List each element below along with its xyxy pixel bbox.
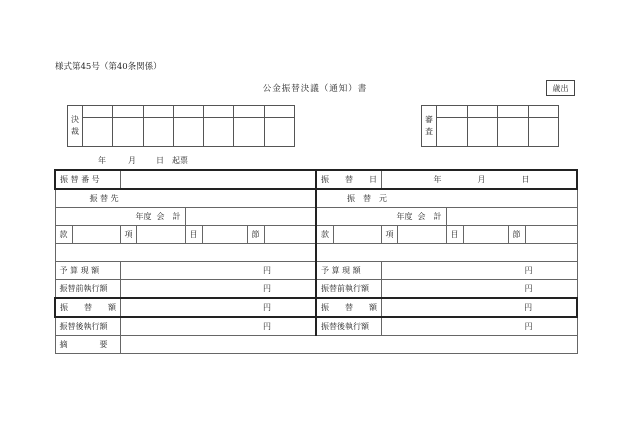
- stamp-cell[interactable]: [204, 118, 234, 147]
- stamp-cell-head[interactable]: [264, 106, 294, 118]
- stamp-cell[interactable]: [437, 118, 468, 147]
- stamp-cell-head[interactable]: [204, 106, 234, 118]
- src-moku-label: 目: [446, 226, 463, 244]
- src-account-field[interactable]: [446, 208, 577, 226]
- dest-budget-label: 予 算 現 額: [55, 262, 120, 280]
- stamp-cell[interactable]: [83, 118, 113, 147]
- stamp-cell-head[interactable]: [528, 106, 559, 118]
- stamp-cell-head[interactable]: [498, 106, 529, 118]
- src-amount-label: 振 替 額: [316, 298, 381, 317]
- stamp-cell[interactable]: [113, 118, 143, 147]
- review-stamp-grid: [421, 105, 559, 147]
- row-blank: [55, 244, 577, 262]
- row-budget-codes: [55, 226, 577, 244]
- src-after-label: 振替後執行額: [316, 317, 381, 336]
- src-kan-label: 款: [316, 226, 333, 244]
- stamp-cell-head[interactable]: [467, 106, 498, 118]
- row-before: [55, 280, 577, 299]
- remarks-label: 摘 要: [55, 336, 120, 354]
- stamp-cell[interactable]: [467, 118, 498, 147]
- transfer-table: [54, 169, 578, 354]
- src-amount-field[interactable]: 円: [381, 298, 577, 317]
- transfer-destination-heading: 振 替 先: [55, 189, 316, 208]
- dest-kan-field[interactable]: [72, 226, 120, 244]
- dest-budget-field[interactable]: 円: [120, 262, 316, 280]
- stamp-cell-head[interactable]: [234, 106, 264, 118]
- src-kan-field[interactable]: [333, 226, 381, 244]
- dest-after-field[interactable]: 円: [120, 317, 316, 336]
- form-number: 様式第45号（第40条関係）: [55, 62, 162, 72]
- dest-fiscal-year[interactable]: 年度 会 計: [55, 208, 185, 226]
- src-moku-field[interactable]: [463, 226, 508, 244]
- row-transfer-number: [55, 170, 577, 189]
- row-after: [55, 317, 577, 336]
- approval-stamp-grid: [67, 105, 295, 147]
- stamp-cell-head[interactable]: [143, 106, 173, 118]
- record-date-line: 年 月 日 起票: [98, 156, 188, 165]
- src-after-field[interactable]: 円: [381, 317, 577, 336]
- row-budget: [55, 262, 577, 280]
- stamp-cell[interactable]: [528, 118, 559, 147]
- dest-moku-field[interactable]: [202, 226, 247, 244]
- stamp-cell-head[interactable]: [83, 106, 113, 118]
- stamp-cell[interactable]: [173, 118, 203, 147]
- stamp-cell[interactable]: [264, 118, 294, 147]
- row-fiscal-year: [55, 208, 577, 226]
- row-amount: [55, 298, 577, 317]
- dest-before-field[interactable]: 円: [120, 280, 316, 299]
- src-kou-field[interactable]: [397, 226, 446, 244]
- src-setsu-field[interactable]: [525, 226, 577, 244]
- dest-blank-field[interactable]: [55, 244, 316, 262]
- src-budget-field[interactable]: 円: [381, 262, 577, 280]
- dest-setsu-field[interactable]: [264, 226, 316, 244]
- transfer-number-field[interactable]: [120, 170, 316, 189]
- dest-amount-field[interactable]: 円: [120, 298, 316, 317]
- transfer-date-label: 振 替 日: [316, 170, 381, 189]
- transfer-date-field[interactable]: 年 月 日: [381, 170, 577, 189]
- category-badge: 歳出: [546, 80, 575, 96]
- stamp-cell-head[interactable]: [437, 106, 468, 118]
- src-before-label: 振替前執行額: [316, 280, 381, 299]
- remarks-field[interactable]: [120, 336, 577, 354]
- src-fiscal-year[interactable]: 年度 会 計: [316, 208, 446, 226]
- src-setsu-label: 節: [508, 226, 525, 244]
- transfer-number-label: 振 替 番 号: [55, 170, 120, 189]
- stamp-cell-head[interactable]: [173, 106, 203, 118]
- dest-kou-field[interactable]: [136, 226, 185, 244]
- dest-account-field[interactable]: [185, 208, 316, 226]
- dest-after-label: 振替後執行額: [55, 317, 120, 336]
- stamp-cell-head[interactable]: [113, 106, 143, 118]
- src-before-field[interactable]: 円: [381, 280, 577, 299]
- dest-setsu-label: 節: [247, 226, 264, 244]
- stamp-cell[interactable]: [498, 118, 529, 147]
- src-budget-label: 予 算 現 額: [316, 262, 381, 280]
- stamp-cell[interactable]: [143, 118, 173, 147]
- dest-before-label: 振替前執行額: [55, 280, 120, 299]
- dest-kan-label: 款: [55, 226, 72, 244]
- approval-label: 決 裁: [68, 106, 83, 147]
- dest-amount-label: 振 替 額: [55, 298, 120, 317]
- transfer-source-heading: 振 替 元: [316, 189, 577, 208]
- dest-kou-label: 項: [120, 226, 136, 244]
- row-dest-src: [55, 189, 577, 208]
- src-kou-label: 項: [381, 226, 397, 244]
- src-blank-field[interactable]: [316, 244, 577, 262]
- stamp-cell[interactable]: [234, 118, 264, 147]
- row-remarks: [55, 336, 577, 354]
- dest-moku-label: 目: [185, 226, 202, 244]
- review-label: 審 査: [422, 106, 437, 147]
- document-title: 公金振替決議（通知）書: [262, 84, 368, 94]
